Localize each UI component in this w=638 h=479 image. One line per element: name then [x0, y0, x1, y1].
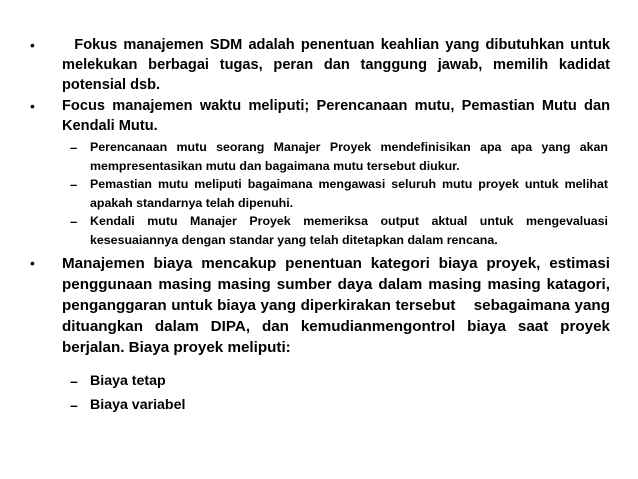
- sub-bullet-biaya-variabel: [70, 394, 608, 416]
- sub-bullet-text: Biaya variabel: [90, 397, 186, 413]
- sub-bullet-marker: –: [70, 177, 78, 192]
- bullet-text: Manajemen biaya mencakup penentuan kategori biaya proyek, estimasi penggunaan masing masing sumber daya dalam masing masing katagori, penganggaran untuk biaya yang diperkirakan tersebut sebagaimana yang dituangkan dalam DIPA, dan kemudianmengontrol biaya saat proyek berjalan. Biaya proyek meliputi:: [62, 255, 615, 356]
- sub-bullet-marker: –: [70, 140, 78, 155]
- sub-bullet-pemastian: [70, 175, 608, 213]
- sub-bullet-marker: –: [70, 214, 78, 229]
- bullet-marker: •: [30, 255, 35, 271]
- sub-bullet-biaya-tetap: [70, 370, 608, 392]
- sub-bullet-text: Kendali mutu Manajer Proyek memeriksa output aktual untuk mengevaluasi kesesuaiannya dengan standar yang telah ditetapkan dalam rencana.: [90, 214, 608, 247]
- sub-bullet-kendali: [70, 212, 608, 250]
- bullet-item-sdm: [30, 35, 615, 95]
- sub-bullet-marker: –: [70, 373, 78, 389]
- sub-bullet-perencanaan: [70, 138, 608, 176]
- sub-bullet-text: Perencanaan mutu seorang Manajer Proyek mendefinisikan apa apa yang akan mempresentasikan mutu dan bagaimana mutu tersebut diukur.: [90, 140, 608, 173]
- sub-bullet-text: Pemastian mutu meliputi bagaimana mengawasi seluruh mutu proyek untuk melihat apakah standarnya telah dipenuhi.: [90, 177, 608, 210]
- bullet-marker: •: [30, 98, 35, 114]
- sub-bullet-marker: –: [70, 397, 78, 413]
- bullet-text: Fokus manajemen SDM adalah penentuan keahlian yang dibutuhkan untuk melekukan berbagai tugas, peran dan tanggung jawab, memilih kadidat potensial dsb.: [62, 37, 615, 93]
- bullet-text: Focus manajemen waktu meliputi; Perencanaan mutu, Pemastian Mutu dan Kendali Mutu.: [62, 98, 610, 134]
- sub-bullet-text: Biaya tetap: [90, 373, 166, 389]
- bullet-item-mutu: [30, 96, 610, 136]
- bullet-marker: •: [30, 37, 35, 53]
- bullet-item-biaya: [30, 253, 615, 358]
